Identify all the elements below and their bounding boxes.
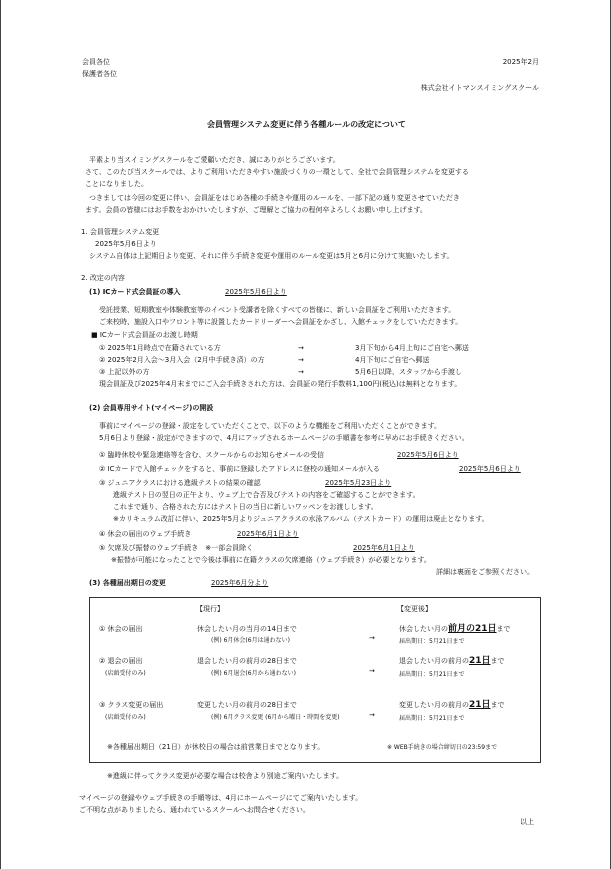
deadline-row-2-sub: (店頭受付のみ) — [105, 670, 146, 677]
subsection-1-date: 2025年5月6日より — [225, 288, 287, 296]
section-1-body: システム自体は上記期日より変更、それに伴う手続き変更や運用のルール変更は5月と6月に分けて実施いたします。 — [89, 252, 454, 260]
deadline-row-2-after-prefix: 退会したい月の前月の — [399, 657, 469, 665]
subsection-2-line-1: 事前にマイページの登録・設定をしていただくことで、以下のような機能をご利用いただくことができます。 — [99, 422, 442, 430]
feature-item-2-date: 2025年5月6日より — [459, 465, 521, 473]
see-reverse-note: 詳細は裏面をご参照ください。 — [436, 568, 534, 576]
arrow-icon: → — [298, 344, 304, 352]
intro-line-3: ことになりました。 — [85, 180, 148, 188]
deadline-row-2-current-example: (例) 6月退会(6月から通わない) — [211, 670, 296, 677]
table-footnote-right: ※ WEB手続きの場合締切日の23:59まで — [387, 744, 498, 751]
deadline-row-2-name: ② 退会の届出 — [99, 657, 143, 665]
closing-line-2: ご不明な点がありましたら、通われているスクールへお問合せください。 — [79, 806, 310, 814]
feature-item-1-date: 2025年5月6日より — [397, 451, 459, 459]
feature-item-3-date: 2025年5月23日より — [325, 479, 392, 487]
deadline-row-3-current: 変更したい月の前月の28日まで — [197, 701, 297, 709]
arrow-icon: → — [298, 368, 304, 376]
company-name: 株式会社イトマンスイミングスクール — [420, 84, 539, 92]
subsection-3-title: (3) 各種届出期日の変更 — [89, 579, 166, 587]
subsection-1-line-2: ご来校時、施設入口やフロント等に設置したカードリーダーへ会員証をかざし、入館チェックをしていただきます。 — [99, 318, 463, 326]
deadline-row-1-after-suffix: まで — [496, 625, 511, 633]
feature-item-2: ② ICカードで入館チェックをすると、事前に登録したアドレスに登校の通知メールが入る — [99, 465, 380, 473]
column-after: 【変更後】 — [397, 605, 432, 613]
page-title: 会員管理システム変更に伴う各種ルールの改定について — [207, 120, 406, 129]
deadline-row-3-after-highlight: 21日 — [469, 700, 491, 710]
arrow-icon: → — [369, 634, 375, 642]
intro-line-4: つきましては今回の変更に伴い、会員証をはじめ各種の手続きや運用のルールを、一部下記の通り変更させていただき — [89, 194, 460, 202]
table-footnote-left: ※各種届出期日（21日）が休校日の場合は前営業日までとなります。 — [107, 743, 325, 751]
document-date: 2025年2月 — [502, 58, 539, 66]
test-result-line-2: これまで通り、合格された方にはテスト日の当日に新しいワッペンをお渡しします。 — [113, 503, 378, 511]
deadline-row-2-current: 退会したい月の前月の28日まで — [197, 657, 297, 665]
arrow-icon: → — [369, 711, 375, 719]
section-1-date: 2025年5月6日より — [95, 240, 157, 248]
closing-end-mark: 以上 — [520, 818, 534, 826]
subsection-1-title: (1) ICカード式会員証の導入 — [89, 288, 181, 296]
card-schedule-date-3: 5月6日以降、スタッフから手渡し — [355, 368, 462, 376]
subsection-3-date: 2025年6月分より — [211, 579, 269, 587]
intro-line-2: さて、このたび当スクールでは、よりご利用いただきやすい施設づくりの一環として、全社で会員管理システムを変更する — [85, 168, 469, 176]
deadline-row-3-current-example: (例) 6月クラス変更 (6月から曜日・時間を変更) — [211, 714, 340, 721]
deadline-row-1-after — [399, 624, 511, 636]
deadline-row-1-current-example: (例) 6月休会(6月は通わない) — [211, 637, 290, 644]
card-schedule-item-1: ① 2025年1月時点で在籍されている方 — [99, 344, 221, 352]
intro-line-1: 平素より当スイミングスクールをご愛顧いただき、誠にありがとうございます。 — [89, 156, 340, 164]
deadline-row-2-after-suffix: まで — [490, 657, 505, 665]
closing-line-1: マイページの登録やウェブ手続きの手順等は、4月にホームページにてご案内いたします。 — [79, 794, 363, 802]
deadline-row-3-after-suffix: まで — [490, 701, 505, 709]
feature-item-3: ③ ジュニアクラスにおける進級テストの結果の確認 — [99, 479, 261, 487]
recipient-members: 会員各位 — [82, 58, 110, 66]
feature-item-5-note: ※振替が可能になったことで今後は事前に在籍クラスの欠席連絡（ウェブ手続き）が必要となります。 — [111, 556, 431, 564]
test-result-line-3: ※カリキュラム改訂に伴い、2025年5月よりジュニアクラスの水泳アルバム（テストカード）の運用は廃止となります。 — [113, 515, 489, 523]
deadline-row-1-after-example: 届出期日：5月21日まで — [399, 638, 465, 645]
deadline-row-2-after — [399, 656, 505, 668]
arrow-icon: → — [298, 356, 304, 364]
recipient-guardians: 保護者各位 — [82, 70, 117, 78]
deadline-row-3-after-prefix: 変更したい月の前月の — [399, 701, 469, 709]
subsection-2-line-2: 5月6日より登録・設定ができますので、4月にアップされるホームページの手順書を参考に早めにお手続きください。 — [99, 434, 469, 442]
feature-item-5-date: 2025年6月1日より — [353, 544, 415, 552]
column-current: 【現行】 — [196, 605, 224, 613]
deadline-row-3-name: ③ クラス変更の届出 — [99, 701, 164, 709]
arrow-icon: → — [369, 667, 375, 675]
deadline-row-1-after-prefix: 休会したい月の — [399, 625, 448, 633]
card-schedule-title: ■ ICカード式会員証のお渡し時期 — [91, 331, 198, 339]
intro-line-5: ます。会員の皆様にはお手数をおかけいたしますが、ご理解とご協力の程何卒よろしくお願い申し上げます。 — [85, 206, 427, 214]
section-2-heading: 2. 改定の内容 — [81, 274, 125, 282]
deadline-row-1-name: ① 休会の届出 — [99, 625, 143, 633]
deadline-row-2-after-highlight: 21日 — [469, 656, 491, 666]
deadline-row-3-after — [399, 700, 505, 712]
deadline-row-1-current: 休会したい月の当月の14日まで — [197, 625, 297, 633]
subsection-2-title: (2) 会員専用サイト(マイページ)の開設 — [89, 404, 214, 412]
deadline-row-2-after-example: 届出期日：5月21日まで — [399, 671, 465, 678]
subsection-1-line-1: 受託授業、短期教室や体験教室等のイベント受講者を除くすべての皆様に、新しい会員証をご利用いただきます。 — [99, 306, 456, 314]
class-change-note: ※進級に伴ってクラス変更が必要な場合は校舎より別途ご案内いたします。 — [107, 772, 344, 780]
card-schedule-date-2: 4月下旬にご自宅へ郵送 — [355, 356, 430, 364]
section-1-heading: 1. 会員管理システム変更 — [81, 228, 160, 236]
card-schedule-item-3: ③ 上記以外の方 — [99, 368, 150, 376]
card-fee-note: 現会員証及び2025年4月末までにご入会手続きされた方は、会員証の発行手数料1,100円(税込)は無料となります。 — [99, 380, 462, 388]
deadline-row-3-sub: (店頭受付のみ) — [105, 714, 146, 721]
feature-item-1: ① 臨時休校や緊急連絡等を含む、スクールからのお知らせメールの受信 — [99, 451, 325, 459]
test-result-line-1: 進級テスト日の翌日の正午より、ウェブ上で合否及びテストの内容をご確認することができます。 — [113, 491, 420, 499]
card-schedule-date-1: 3月下旬から4月上旬にご自宅へ郵送 — [355, 344, 469, 352]
deadline-table — [89, 597, 541, 763]
deadline-row-3-after-example: 届出期日：5月21日まで — [399, 715, 465, 722]
deadline-row-1-after-highlight: 前月の21日 — [448, 624, 497, 634]
feature-item-5: ⑤ 欠席及び振替のウェブ手続き ※一部会員除く — [99, 544, 254, 552]
card-schedule-item-2: ② 2025年2月入会～3月入会（2月中手続き済）の方 — [99, 356, 265, 364]
feature-item-4: ④ 休会の届出のウェブ手続き — [99, 530, 192, 538]
feature-item-4-date: 2025年6月1日より — [237, 530, 299, 538]
